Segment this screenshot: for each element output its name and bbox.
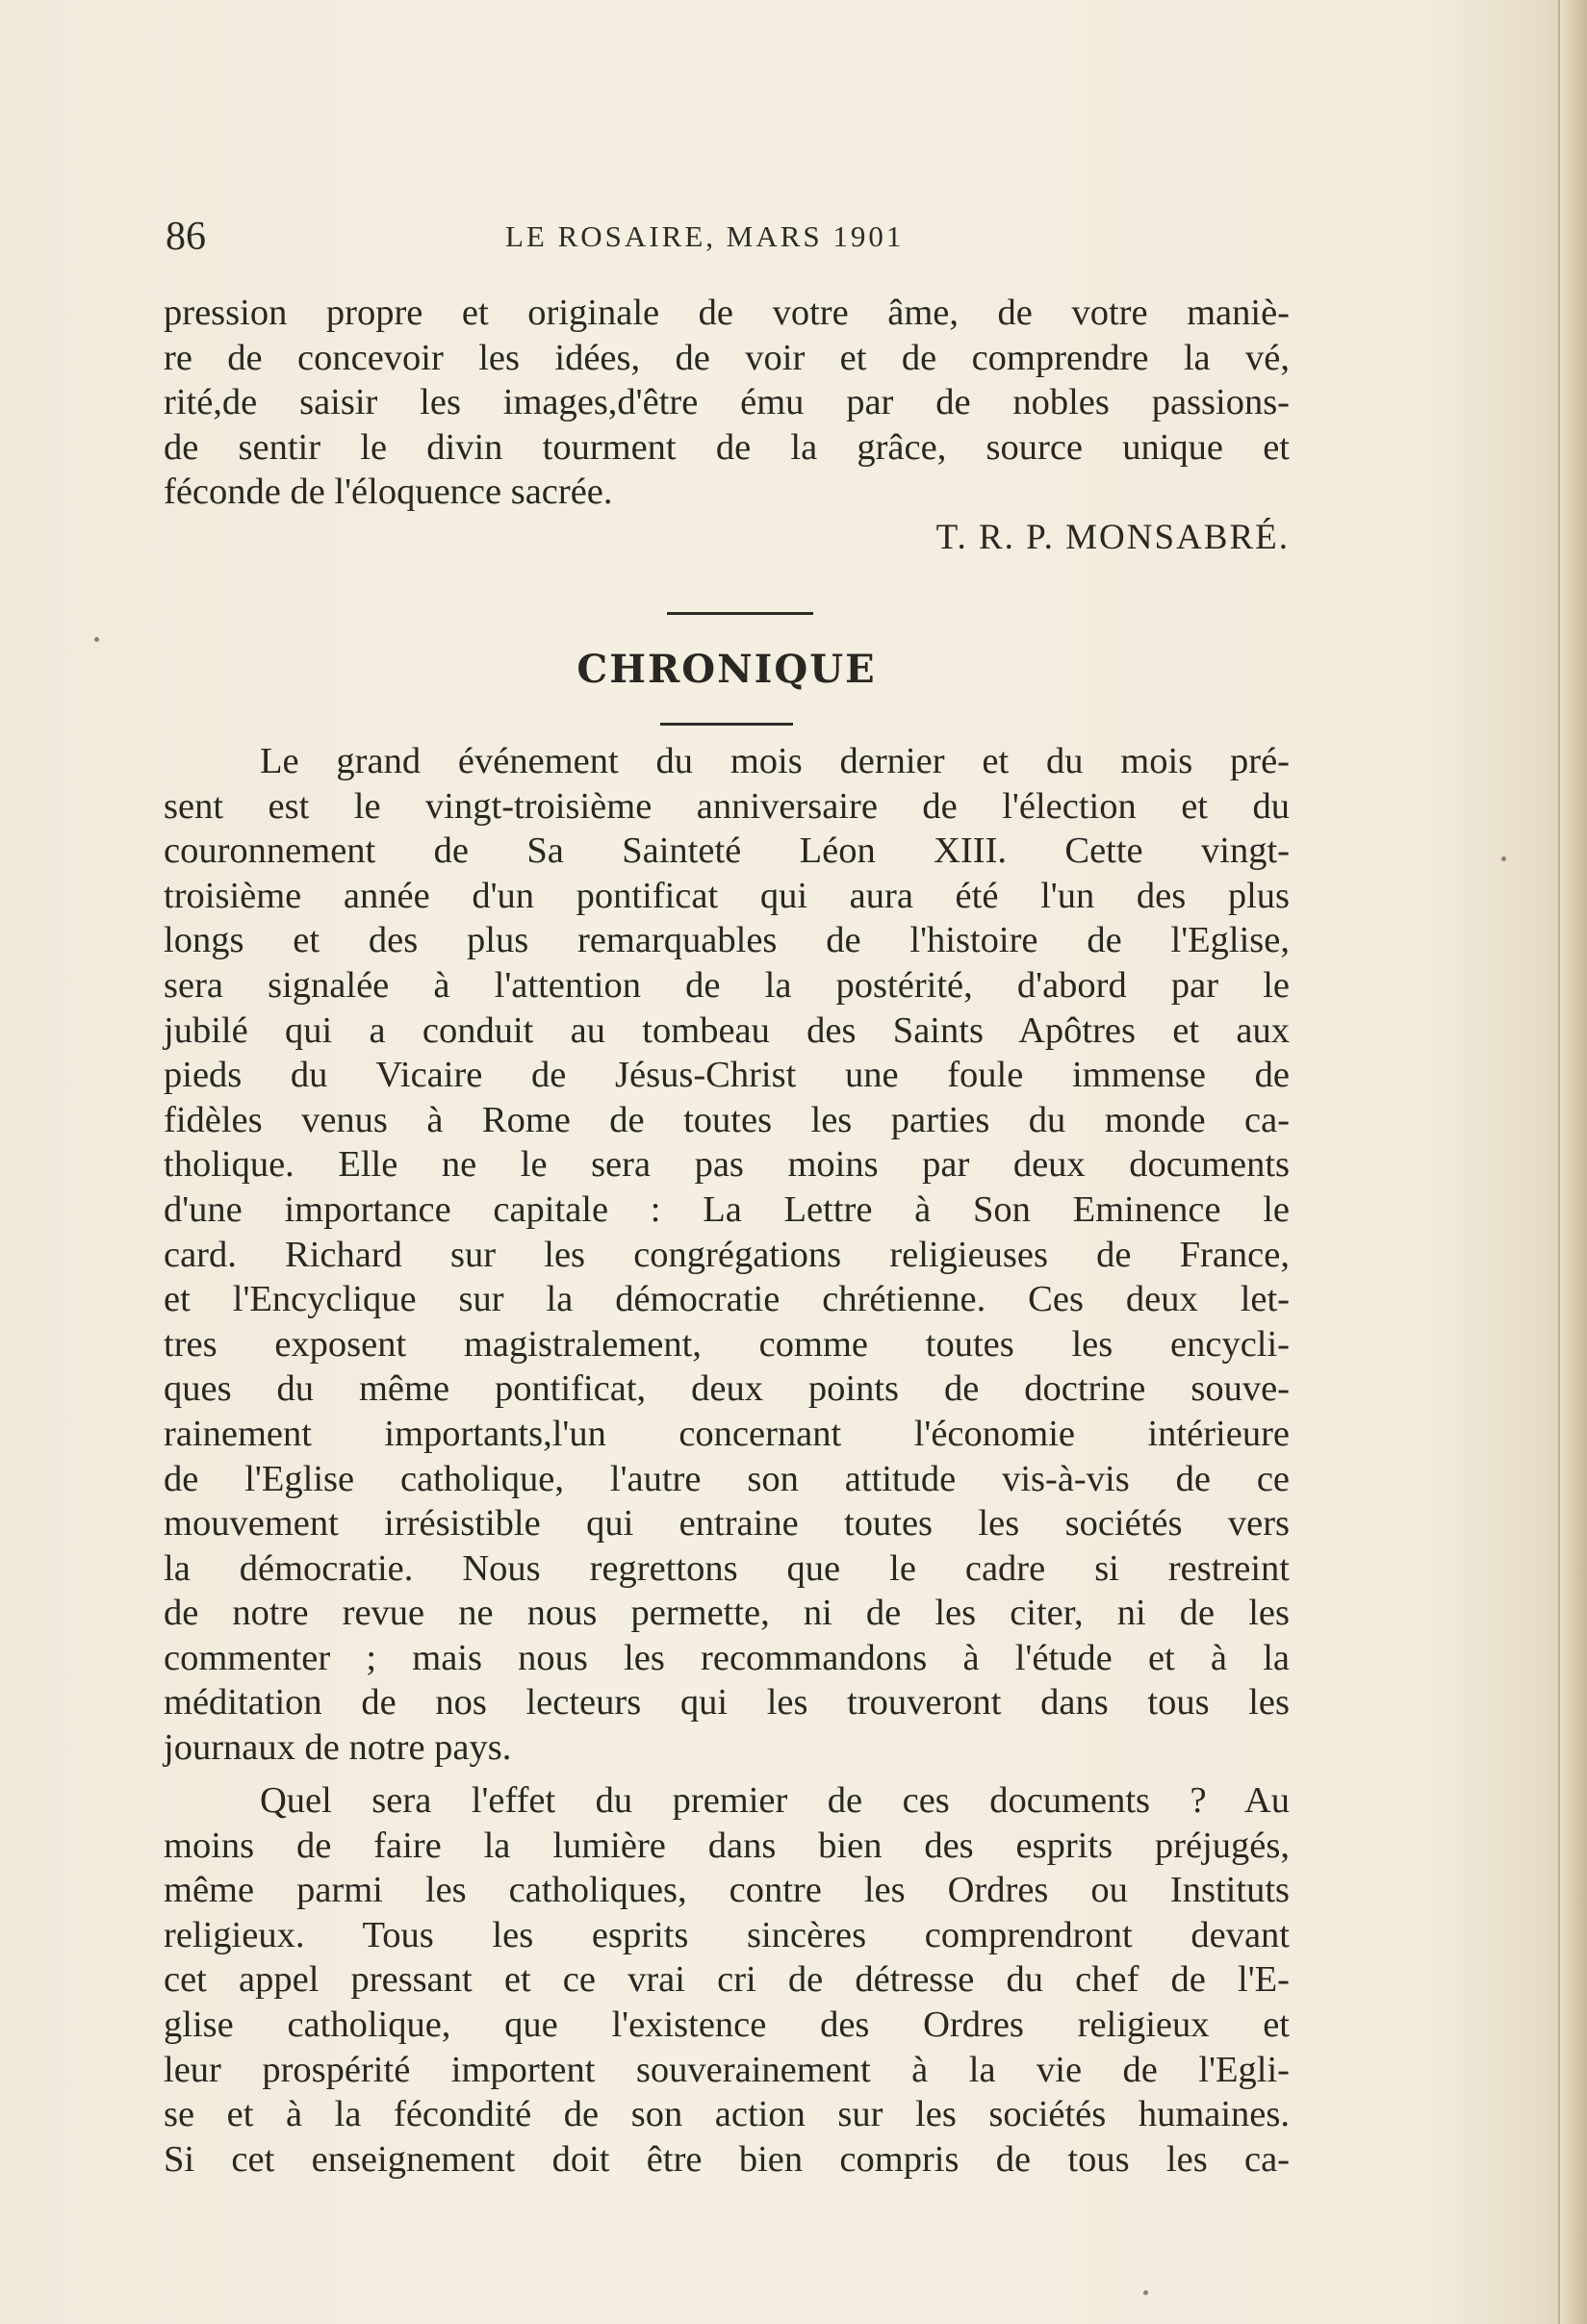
paper-speck [1143, 2290, 1148, 2295]
paragraph-line: se et à la fécondité de son action sur les sociétés humaines. [164, 2094, 1290, 2135]
intro-line: féconde de l'éloquence sacrée. [164, 472, 613, 513]
paragraph-line: Le grand événement du mois dernier et du mois pré- [260, 741, 1290, 781]
paragraph-line: commenter ; mais nous les recommandons à l'étude et à la [164, 1637, 1290, 1678]
paragraph-line: card. Richard sur les congrégations religieuses de France, [164, 1234, 1290, 1275]
paragraph-line: mouvement irrésistible qui entraine toutes les sociétés vers [164, 1503, 1290, 1545]
page-number: 86 [166, 215, 206, 259]
paragraph-line: fidèles venus à Rome de toutes les parties du monde ca- [164, 1099, 1290, 1140]
paragraph-line: méditation de nos lecteurs qui les trouveront dans tous les [164, 1682, 1290, 1724]
signature: T. R. P. MONSABRÉ. [935, 518, 1290, 557]
paragraph-line: troisième année d'un pontificat qui aura été l'un des plus [164, 875, 1290, 916]
intro-line: rité,de saisir les images,d'être ému par de nobles passions- [164, 382, 1290, 423]
bottom-rule [660, 723, 793, 726]
paragraph-line: couronnement de Sa Sainteté Léon XIII. Cette vingt- [164, 830, 1290, 872]
paragraph-line: de notre revue ne nous permette, ni de les citer, ni de les [164, 1593, 1290, 1634]
paper-speck [1501, 856, 1506, 861]
paragraph-line: journaux de notre pays. [164, 1727, 512, 1769]
paragraph-line: et l'Encyclique sur la démocratie chrétienne. Ces deux let- [164, 1279, 1290, 1320]
page-edge [1558, 0, 1587, 2324]
paragraph-line: jubilé qui a conduit au tombeau des Saints Apôtres et aux [164, 1009, 1290, 1051]
paragraph-line: Si cet enseignement doit être bien compris de tous les ca- [164, 2138, 1290, 2180]
paragraph-line: rainement importants,l'un concernant l'économie intérieure [164, 1413, 1290, 1454]
paragraph-line: moins de faire la lumière dans bien des esprits préjugés, [164, 1825, 1290, 1866]
paragraph-line: glise catholique, que l'existence des Ordres religieux et [164, 2004, 1290, 2045]
paragraph-line: pieds du Vicaire de Jésus-Christ une foule immense de [164, 1055, 1290, 1096]
paragraph-line: la démocratie. Nous regrettons que le cadre si restreint [164, 1547, 1290, 1589]
paragraph-line: tres exposent magistralement, comme toutes les encycli- [164, 1323, 1290, 1365]
paragraph-line: cet appel pressant et ce vrai cri de détresse du chef de l'E- [164, 1959, 1290, 2001]
intro-line: re de concevoir les idées, de voir et de comprendre la vé, [164, 337, 1290, 378]
paper-speck [94, 637, 99, 642]
chronique-paragraph-2 [164, 1778, 1290, 2182]
paragraph-line: sera signalée à l'attention de la postérité, d'abord par le [164, 964, 1290, 1006]
paragraph-line: ques du même pontificat, deux points de doctrine souve- [164, 1368, 1290, 1410]
paragraph-line: même parmi les catholiques, contre les Ordres ou Instituts [164, 1870, 1290, 1911]
section-title: CHRONIQUE [576, 647, 877, 692]
paragraph-line: Quel sera l'effet du premier de ces documents ? Au [260, 1780, 1290, 1821]
running-head: LE ROSAIRE, MARS 1901 [505, 219, 905, 253]
paragraph-line: de l'Eglise catholique, l'autre son attitude vis-à-vis de ce [164, 1458, 1290, 1499]
intro-paragraph [164, 291, 1290, 515]
paragraph-line: tholique. Elle ne le sera pas moins par deux documents [164, 1144, 1290, 1186]
paragraph-line: longs et des plus remarquables de l'histoire de l'Eglise, [164, 920, 1290, 961]
intro-line: de sentir le divin tourment de la grâce, source unique et [164, 426, 1290, 468]
page-header [164, 210, 1290, 264]
paragraph-line: d'une importance capitale : La Lettre à Son Eminence le [164, 1188, 1290, 1230]
paragraph-line: leur prospérité importent souverainement à la vie de l'Egli- [164, 2049, 1290, 2090]
intro-line: pression propre et originale de votre âme, de votre maniè- [164, 293, 1290, 333]
paragraph-line: religieux. Tous les esprits sincères comprendront devant [164, 1914, 1290, 1955]
top-rule [667, 612, 813, 615]
paragraph-line: sent est le vingt-troisième anniversaire de l'élection et du [164, 785, 1290, 827]
chronique-paragraph-1 [164, 739, 1290, 1771]
